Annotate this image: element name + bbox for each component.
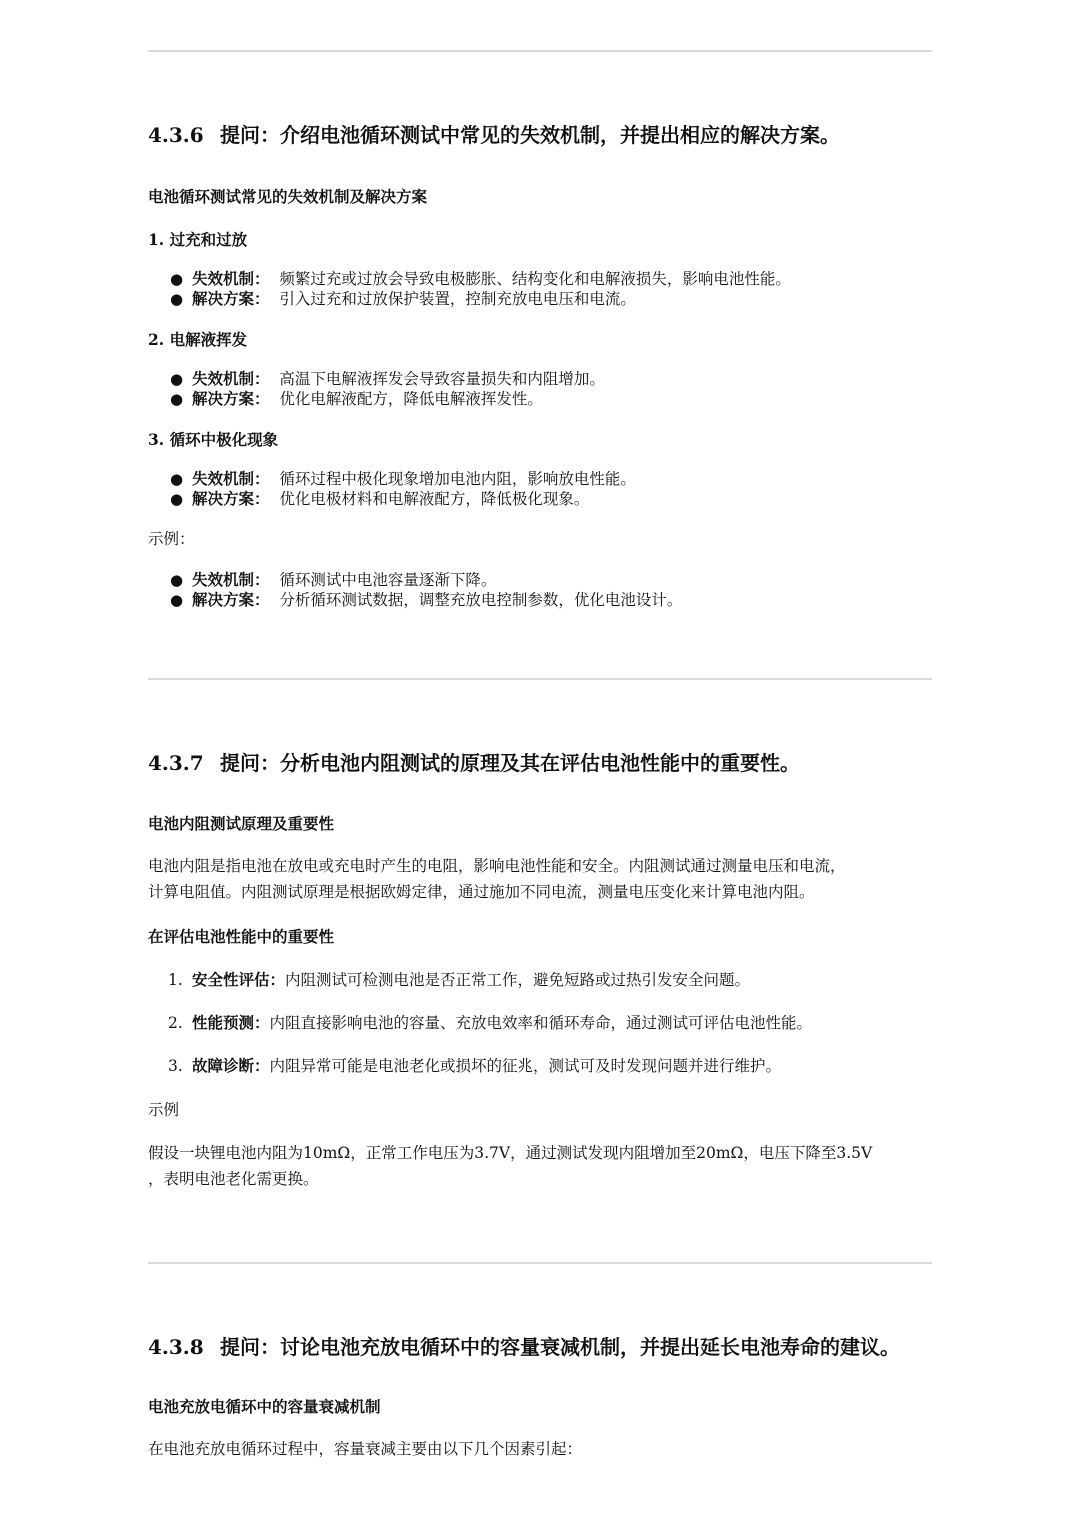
list-item bbox=[148, 590, 682, 610]
list-item-text: 循环过程中极化现象增加电池内阻，影响放电性能。 bbox=[279, 470, 636, 488]
list-item-text: 引入过充和过放保护装置，控制充放电电压和电流。 bbox=[279, 290, 636, 308]
paragraph-line: 电池内阻是指电池在放电或充电时产生的电阻，影响电池性能和安全。内阻测试通过测量电压和电流， bbox=[148, 857, 846, 875]
list-item bbox=[148, 969, 812, 991]
list-item bbox=[148, 269, 791, 289]
paragraph-line: ，表明电池老化需更换。 bbox=[148, 1170, 319, 1188]
list-item-text: 高温下电解液挥发会导致容量损失和内阻增加。 bbox=[279, 370, 605, 388]
list-item-text: 优化电极材料和电解液配方，降低极化现象。 bbox=[279, 490, 590, 508]
section-title-4-3-7 bbox=[148, 749, 800, 777]
list-item bbox=[148, 1012, 812, 1034]
list-item bbox=[148, 389, 605, 409]
bullet-icon: ● bbox=[170, 490, 184, 508]
list-item-number: 1. bbox=[168, 971, 183, 989]
list-item-text: 分析循环测试数据，调整充放电控制参数，优化电池设计。 bbox=[279, 591, 683, 609]
list-item-number: 2. bbox=[168, 1014, 183, 1032]
paragraph-line: 假设一块锂电池内阻为10mΩ，正常工作电压为3.7V，通过测试发现内阻增加至20mΩ，电压下降至3.5V bbox=[148, 1144, 873, 1162]
list-item-term: 解决方案： bbox=[192, 389, 270, 408]
paragraph bbox=[148, 853, 938, 905]
section-number: 4.3.8 bbox=[148, 1335, 204, 1359]
bullet-list bbox=[148, 369, 605, 409]
list-item-term: 失效机制： bbox=[192, 269, 270, 288]
list-item-number: 3. bbox=[168, 1057, 183, 1075]
list-item-term: 失效机制： bbox=[192, 369, 270, 388]
list-item bbox=[148, 289, 791, 309]
list-item-text: 频繁过充或过放会导致电极膨胀、结构变化和电解液损失，影响电池性能。 bbox=[279, 270, 791, 288]
bullet-icon: ● bbox=[170, 470, 184, 488]
bullet-list bbox=[148, 269, 791, 309]
list-item-term: 失效机制： bbox=[192, 469, 270, 488]
example-paragraph bbox=[148, 1140, 938, 1192]
bullet-list bbox=[148, 570, 682, 610]
paragraph-line: 计算电阻值。内阻测试原理是根据欧姆定律，通过施加不同电流，测量电压变化来计算电池内阻。 bbox=[148, 883, 815, 901]
list-item-term: 失效机制： bbox=[192, 570, 270, 589]
paragraph: 在电池充放电循环过程中，容量衰减主要由以下几个因素引起： bbox=[148, 1440, 583, 1458]
bullet-icon: ● bbox=[170, 370, 184, 388]
list-item bbox=[148, 369, 605, 389]
subsection-title: 在评估电池性能中的重要性 bbox=[148, 927, 335, 946]
list-item-text: 内阻直接影响电池的容量、充放电效率和循环寿命，通过测试可评估电池性能。 bbox=[269, 1014, 813, 1032]
group-heading: 1. 过充和过放 bbox=[148, 230, 248, 249]
subsection-title: 电池循环测试常见的失效机制及解决方案 bbox=[148, 187, 428, 206]
bullet-icon: ● bbox=[170, 591, 184, 609]
list-item-text: 内阻异常可能是电池老化或损坏的征兆，测试可及时发现问题并进行维护。 bbox=[269, 1057, 782, 1075]
list-item-term: 解决方案： bbox=[192, 590, 270, 609]
bullet-icon: ● bbox=[170, 390, 184, 408]
section-title-text: 提问：介绍电池循环测试中常见的失效机制，并提出相应的解决方案。 bbox=[220, 123, 840, 147]
list-item bbox=[148, 570, 682, 590]
divider-top bbox=[148, 50, 932, 52]
section-title-text: 提问：分析电池内阻测试的原理及其在评估电池性能中的重要性。 bbox=[220, 751, 800, 775]
list-item bbox=[148, 1055, 812, 1077]
bullet-icon: ● bbox=[170, 270, 184, 288]
section-title-4-3-6 bbox=[148, 121, 840, 149]
divider bbox=[148, 1262, 932, 1264]
section-title-text: 提问：讨论电池充放电循环中的容量衰减机制，并提出延长电池寿命的建议。 bbox=[220, 1335, 900, 1359]
list-item-text: 内阻测试可检测电池是否正常工作，避免短路或过热引发安全问题。 bbox=[285, 971, 751, 989]
section-number: 4.3.6 bbox=[148, 123, 204, 147]
bullet-icon: ● bbox=[170, 571, 184, 589]
list-item bbox=[148, 469, 636, 489]
subsection-title: 电池内阻测试原理及重要性 bbox=[148, 814, 335, 833]
list-item-term: 故障诊断： bbox=[192, 1056, 270, 1075]
subsection-title: 电池充放电循环中的容量衰减机制 bbox=[148, 1397, 381, 1416]
section-title-4-3-8 bbox=[148, 1333, 900, 1361]
ordered-list bbox=[148, 969, 812, 1098]
group-heading: 2. 电解液挥发 bbox=[148, 330, 248, 349]
list-item-term: 解决方案： bbox=[192, 489, 270, 508]
list-item-text: 循环测试中电池容量逐渐下降。 bbox=[279, 571, 497, 589]
example-label: 示例： bbox=[148, 530, 195, 548]
list-item-text: 优化电解液配方，降低电解液挥发性。 bbox=[279, 390, 543, 408]
section-number: 4.3.7 bbox=[148, 751, 204, 775]
list-item bbox=[148, 489, 636, 509]
bullet-icon: ● bbox=[170, 290, 184, 308]
example-heading: 示例 bbox=[148, 1101, 180, 1119]
divider bbox=[148, 678, 932, 680]
bullet-list bbox=[148, 469, 636, 509]
list-item-term: 性能预测： bbox=[192, 1013, 270, 1032]
group-heading: 3. 循环中极化现象 bbox=[148, 430, 279, 449]
list-item-term: 解决方案： bbox=[192, 289, 270, 308]
list-item-term: 安全性评估： bbox=[192, 970, 286, 989]
